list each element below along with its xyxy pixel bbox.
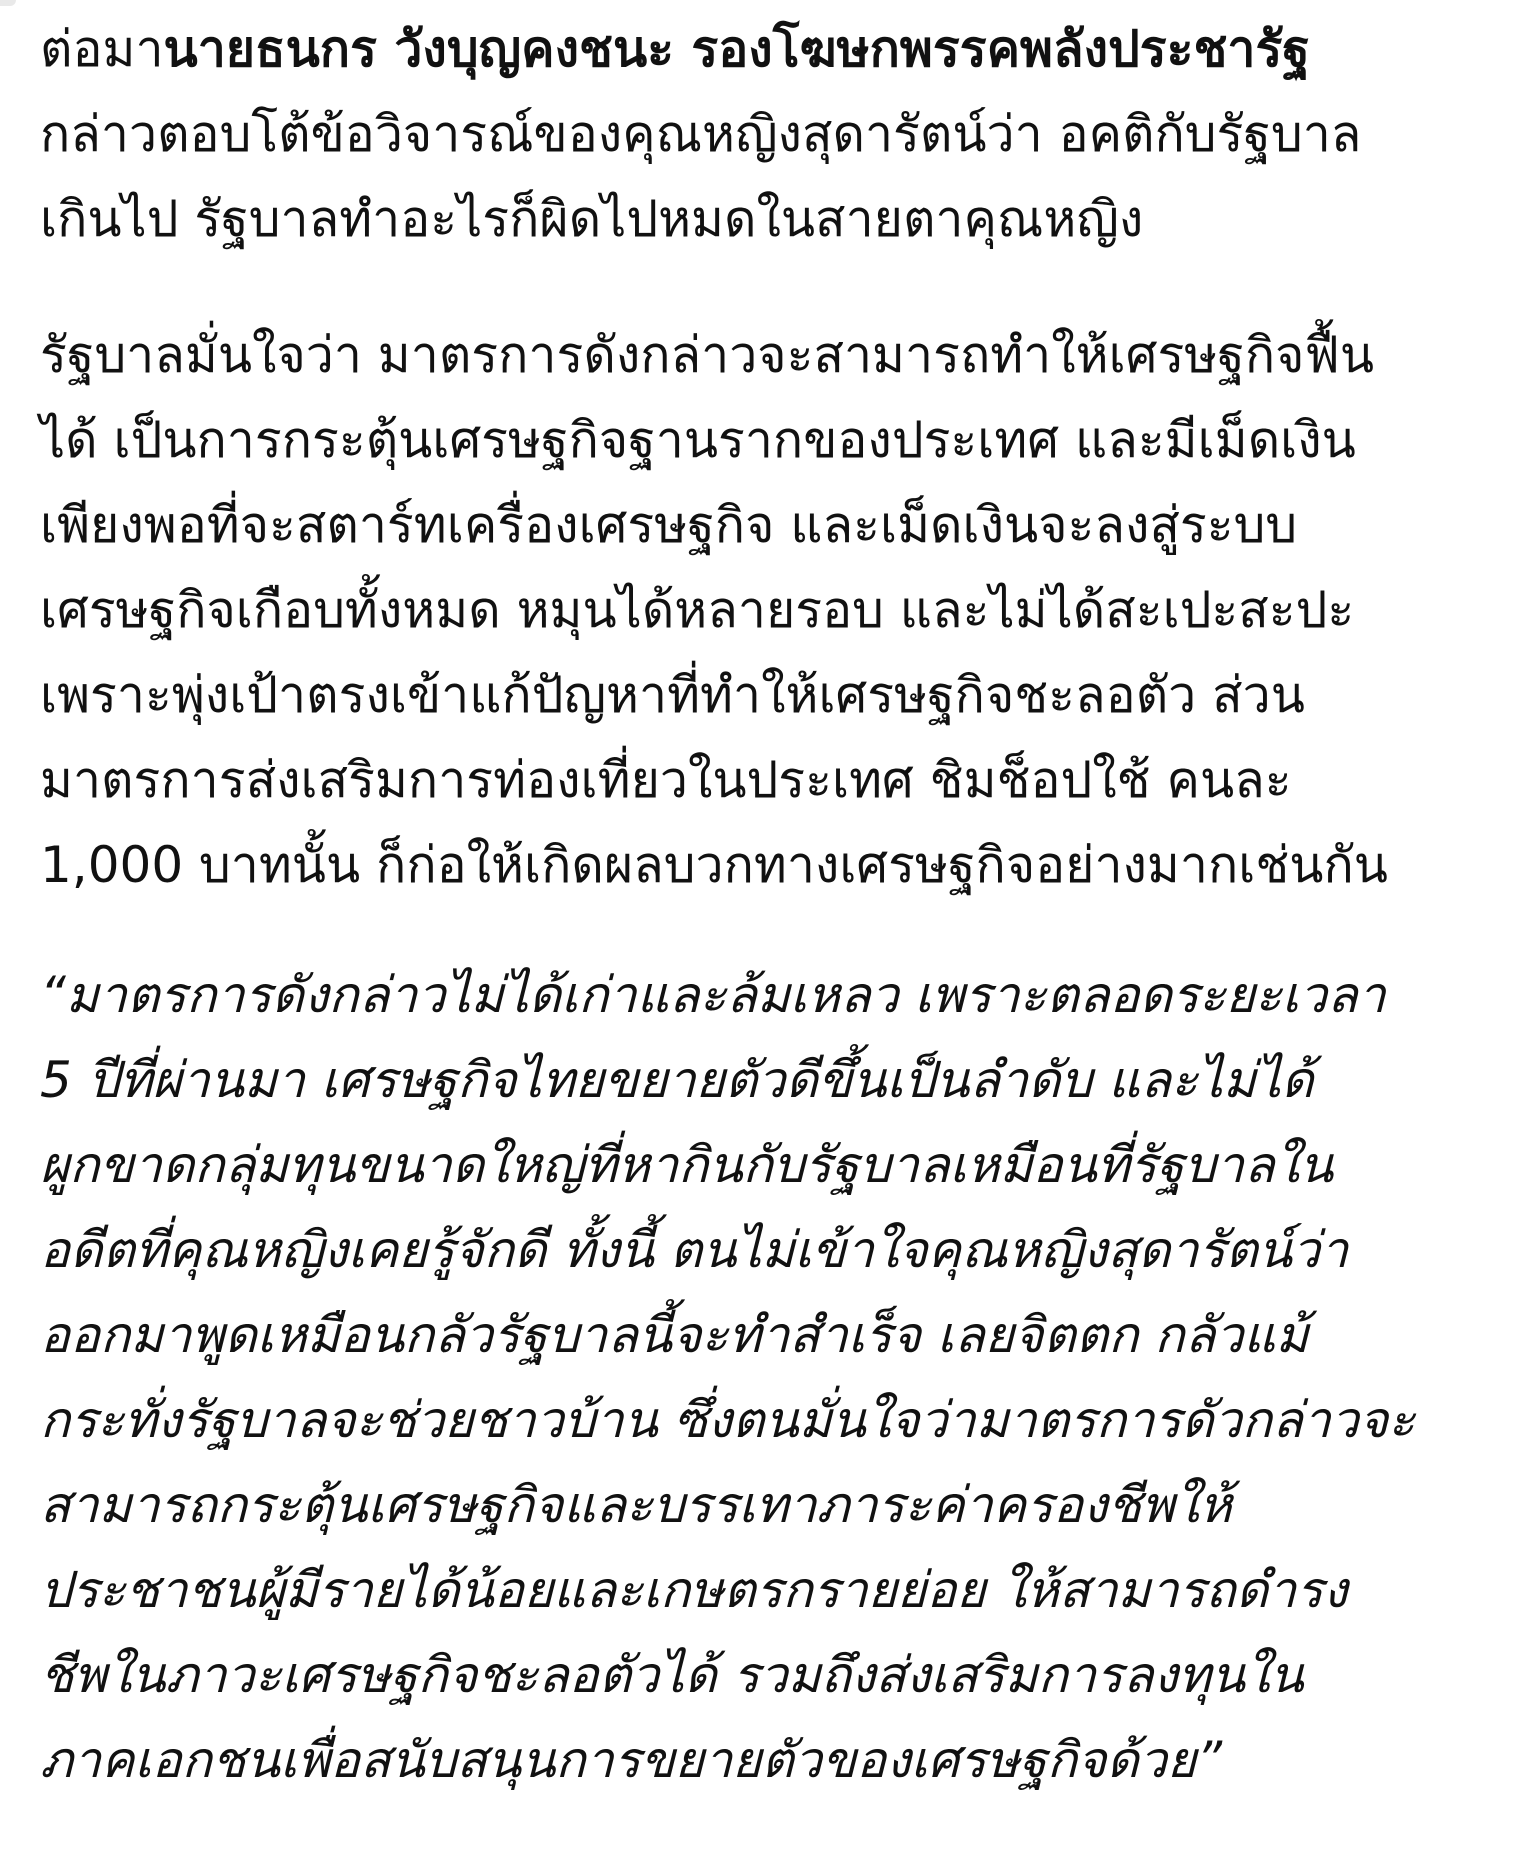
paragraph-line: เกินไป รัฐบาลทำอะไรก็ผิดไปหมดในสายตาคุณหญิง bbox=[40, 190, 1144, 248]
quote-line: ผูกขาดกลุ่มทุนขนาดใหญ่ที่หากินกับรัฐบาลเหมือนที่รัฐบาลใน bbox=[40, 1136, 1334, 1194]
quote-line: “มาตรการดังกล่าวไม่ได้เก่าและล้มเหลว เพราะตลอดระยะเวลา bbox=[40, 966, 1386, 1024]
paragraph-line: เพียงพอที่จะสตาร์ทเครื่องเศรษฐกิจ และเม็ดเงินจะลงสู่ระบบ bbox=[40, 496, 1298, 554]
quote-paragraph bbox=[40, 953, 1415, 1803]
corner-artifact bbox=[0, 0, 16, 6]
paragraph-line: 1,000 บาทนั้น ก็ก่อให้เกิดผลบวกทางเศรษฐกิจอย่างมากเช่นกัน bbox=[40, 836, 1388, 894]
paragraph-line: รัฐบาลมั่นใจว่า มาตรการดังกล่าวจะสามารถทำให้เศรษฐกิจฟื้น bbox=[40, 326, 1375, 384]
speaker-name: นายธนกร วังบุญคงชนะ รองโฆษกพรรคพลังประชารัฐ bbox=[163, 20, 1310, 78]
paragraph-line: มาตรการส่งเสริมการท่องเที่ยวในประเทศ ชิมช็อปใช้ คนละ bbox=[40, 751, 1292, 809]
quote-line: ประชาชนผู้มีรายได้น้อยและเกษตรกรายย่อย ให้สามารถดำรง bbox=[40, 1561, 1348, 1619]
paragraph-government-confidence bbox=[40, 313, 1388, 908]
quote-line: ชีพในภาวะเศรษฐกิจชะลอตัวได้ รวมถึงส่งเสริมการลงทุนใน bbox=[40, 1646, 1304, 1704]
quote-line: 5 ปีที่ผ่านมา เศรษฐกิจไทยขยายตัวดีขึ้นเป็นลำดับ และไม่ได้ bbox=[40, 1051, 1314, 1109]
paragraph-line: กล่าวตอบโต้ข้อวิจารณ์ของคุณหญิงสุดารัตน์ว่า อคติกับรัฐบาล bbox=[40, 105, 1362, 163]
quote-line: สามารถกระตุ้นเศรษฐกิจและบรรเทาภาระค่าครองชีพให้ bbox=[40, 1476, 1232, 1534]
paragraph-line: เศรษฐกิจเกือบทั้งหมด หมุนได้หลายรอบ และไม่ได้สะเปะสะปะ bbox=[40, 581, 1355, 639]
quote-line: กระทั่งรัฐบาลจะช่วยชาวบ้าน ซึ่งตนมั่นใจว่ามาตรการดัวกล่าวจะ bbox=[40, 1391, 1416, 1449]
paragraph-line: ได้ เป็นการกระตุ้นเศรษฐกิจฐานรากของประเทศ และมีเม็ดเงิน bbox=[40, 411, 1356, 469]
paragraph-response bbox=[40, 7, 1361, 262]
quote-line: อดีตที่คุณหญิงเคยรู้จักดี ทั้งนี้ ตนไม่เข้าใจคุณหญิงสุดารัตน์ว่า bbox=[40, 1221, 1349, 1279]
quote-line: ภาคเอกชนเพื่อสนับสนุนการขยายตัวของเศรษฐกิจด้วย” bbox=[40, 1731, 1223, 1789]
paragraph-line: เพราะพุ่งเป้าตรงเข้าแก้ปัญหาที่ทำให้เศรษฐกิจชะลอตัว ส่วน bbox=[40, 666, 1305, 724]
quote-line: ออกมาพูดเหมือนกลัวรัฐบาลนี้จะทำสำเร็จ เลยจิตตก กลัวแม้ bbox=[40, 1306, 1309, 1364]
intro-text: ต่อมา bbox=[40, 20, 164, 78]
paragraph-line bbox=[40, 7, 1361, 92]
